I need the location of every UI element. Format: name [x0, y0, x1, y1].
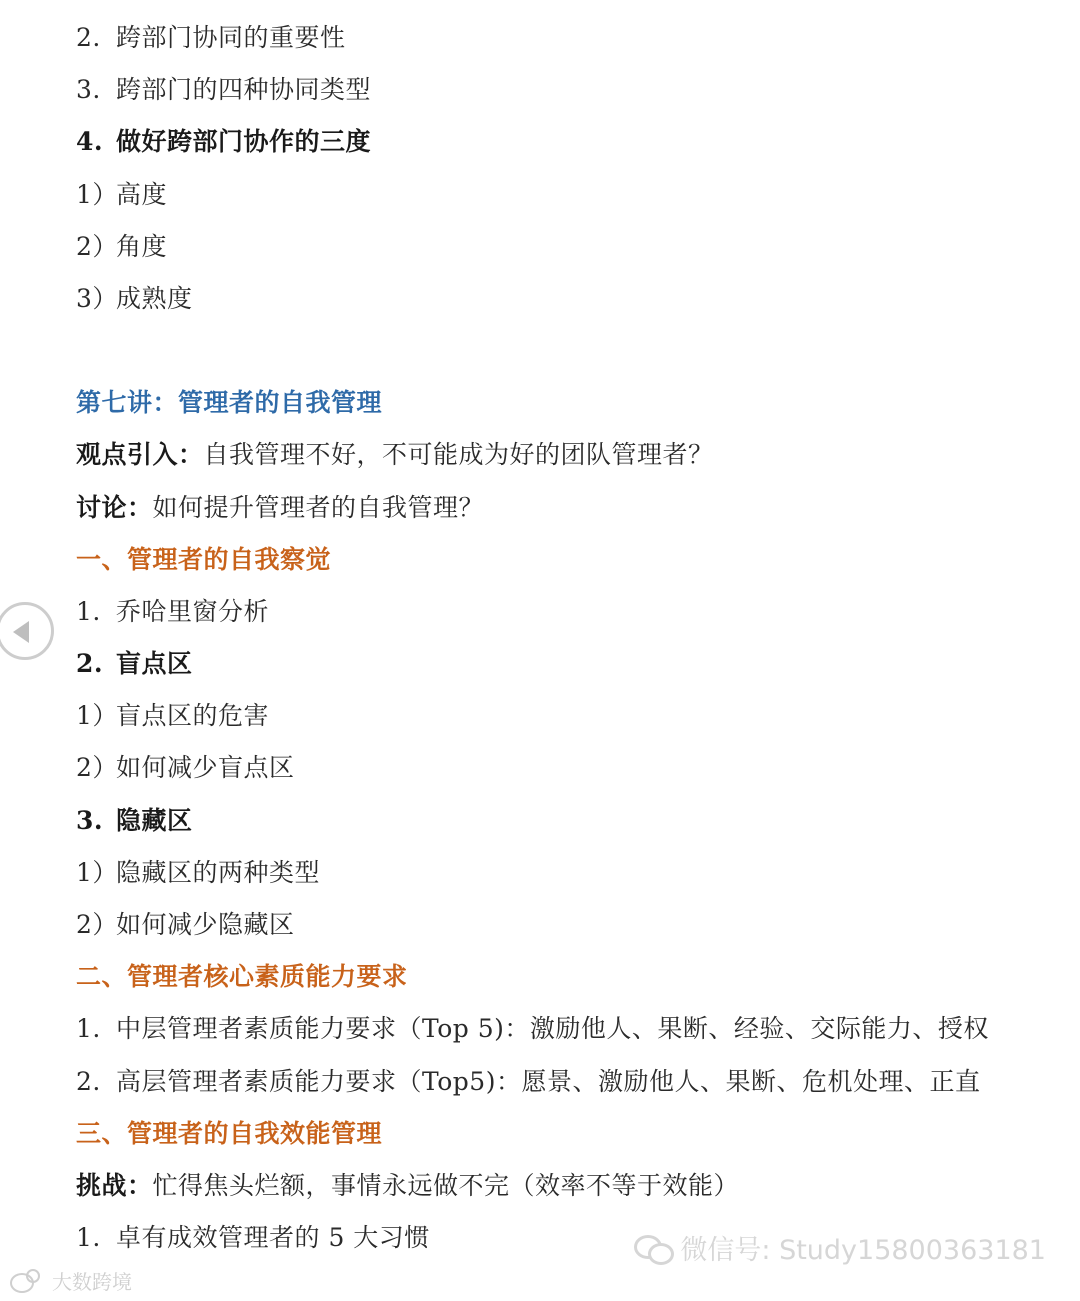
- viewpoint-line: [76, 429, 1056, 481]
- section-heading: 一、管理者的自我察觉: [76, 544, 332, 574]
- weibo-watermark-text: 大数跨境: [52, 1270, 132, 1294]
- spacer: [76, 325, 1056, 377]
- item-number: 3.: [76, 805, 104, 835]
- wechat-icon: [634, 1233, 674, 1263]
- item-text: 隐藏区: [116, 805, 193, 835]
- item-text: 如何减少隐藏区: [116, 910, 295, 939]
- item-number: 1）: [76, 179, 118, 209]
- item-number: 2）: [76, 910, 118, 939]
- item-number: 2.: [76, 1066, 101, 1096]
- item-number: 4.: [76, 127, 104, 157]
- challenge-line: [76, 1160, 1056, 1212]
- item-number: 2）: [76, 231, 118, 261]
- sub-item: [76, 899, 1056, 951]
- item-text: 跨部门的四种协同类型: [116, 75, 372, 105]
- item-number: 1）: [76, 857, 118, 887]
- item-text: 成熟度: [116, 283, 193, 313]
- weibo-icon: [8, 1269, 48, 1293]
- list-item: [76, 1056, 1056, 1108]
- item-text: 盲点区的危害: [116, 701, 270, 731]
- discussion-text: 如何提升管理者的自我管理？: [152, 492, 485, 522]
- item-text: 盲点区: [116, 649, 193, 679]
- item-number: 1.: [76, 1223, 101, 1253]
- item-text: 跨部门协同的重要性: [116, 23, 346, 52]
- section-heading: 二、管理者核心素质能力要求: [76, 962, 408, 992]
- sub-item: [76, 169, 1056, 221]
- section-heading: 三、管理者的自我效能管理: [76, 1118, 383, 1148]
- challenge-text: 忙得焦头烂额，事情永远做不完（效率不等于效能）: [152, 1170, 740, 1200]
- lecture-title: 第七讲：管理者的自我管理: [76, 388, 383, 418]
- sub-item: [76, 742, 1056, 794]
- item-number: 3）: [76, 283, 118, 313]
- challenge-label: 挑战：: [76, 1170, 153, 1200]
- weibo-watermark: [8, 1266, 132, 1295]
- sub-item: [76, 847, 1056, 899]
- item-text: 中层管理者素质能力要求（Top 5)：激励他人、果断、经验、交际能力、授权: [116, 1014, 989, 1044]
- item-number: 2.: [76, 23, 101, 52]
- item-number: 1）: [76, 701, 118, 731]
- item-text: 乔哈里窗分析: [116, 596, 270, 626]
- sub-item: [76, 221, 1056, 273]
- list-item-bold: [76, 116, 1056, 168]
- wechat-watermark-text: 微信号: Study15800363181: [680, 1235, 1046, 1266]
- list-item-bold: [76, 795, 1056, 847]
- discussion-label: 讨论：: [76, 492, 153, 522]
- discussion-line: [76, 482, 1056, 534]
- item-number: 1.: [76, 596, 101, 626]
- list-item: [76, 1003, 1056, 1055]
- item-text: 做好跨部门协作的三度: [116, 127, 372, 157]
- item-text: 卓有成效管理者的 5 大习惯: [116, 1223, 430, 1253]
- list-item: [76, 64, 1056, 116]
- item-text: 隐藏区的两种类型: [116, 857, 321, 887]
- list-item: [76, 586, 1056, 638]
- previous-page-button[interactable]: [0, 602, 54, 660]
- item-number: 2）: [76, 753, 118, 783]
- chevron-left-icon: [13, 621, 29, 643]
- list-item: [76, 12, 1056, 64]
- wechat-watermark: [634, 1228, 1046, 1267]
- item-text: 如何减少盲点区: [116, 753, 295, 783]
- item-number: 2.: [76, 649, 104, 679]
- sub-item: [76, 690, 1056, 742]
- viewpoint-label: 观点引入：: [76, 440, 204, 470]
- viewpoint-text: 自我管理不好，不可能成为好的团队管理者？: [203, 440, 714, 470]
- list-item-bold: [76, 638, 1056, 690]
- document-body: [76, 12, 1056, 1264]
- item-text: 角度: [116, 231, 168, 261]
- sub-item: [76, 273, 1056, 325]
- item-text: 高度: [116, 179, 168, 209]
- item-number: 3.: [76, 75, 101, 105]
- item-text: 高层管理者素质能力要求（Top5)：愿景、激励他人、果断、危机处理、正直: [116, 1066, 981, 1096]
- item-number: 1.: [76, 1014, 101, 1044]
